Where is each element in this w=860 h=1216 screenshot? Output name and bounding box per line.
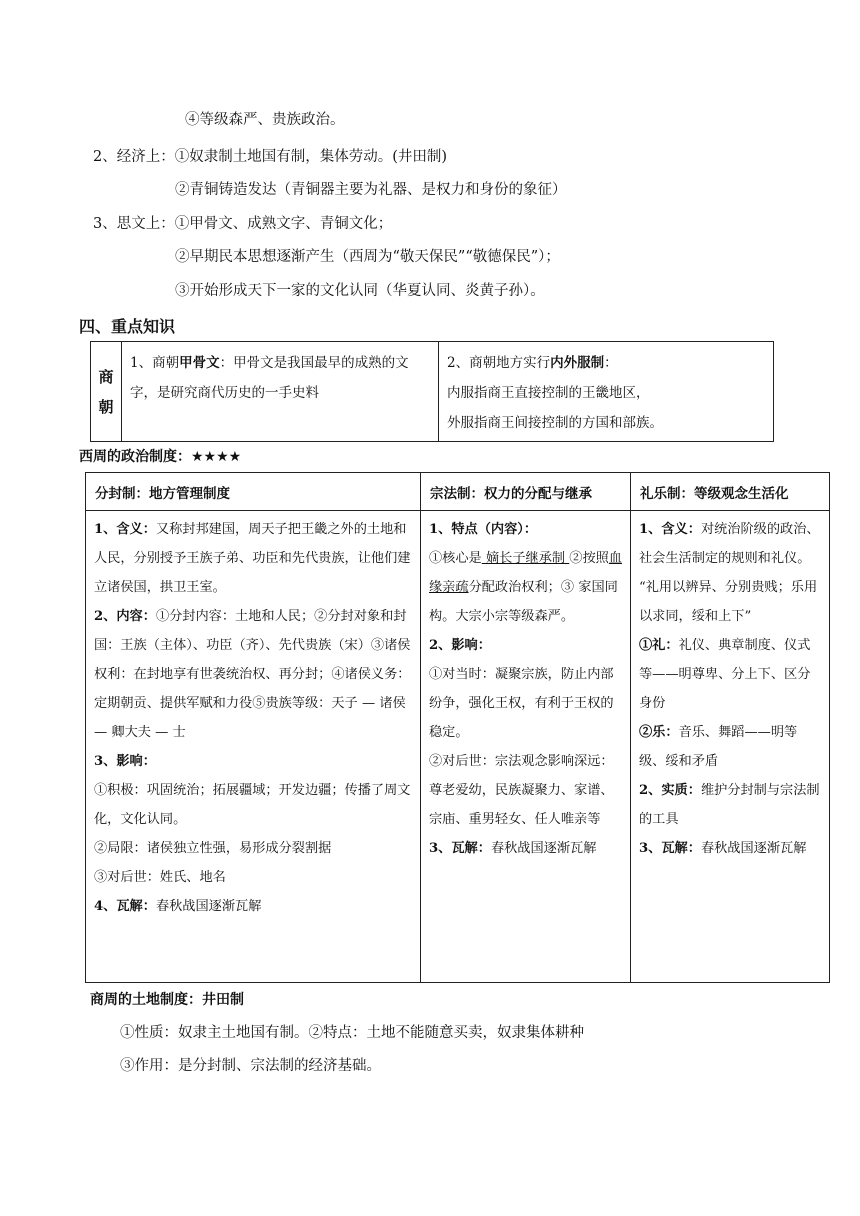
text-bold: 内外服制 (550, 355, 605, 371)
text: 内服指商王直接控制的王畿地区， (447, 385, 650, 401)
text: 2、商朝地方实行 (447, 355, 551, 371)
text-line: ②青铜铸造发达（青铜器主要为礼器、是权力和身份的象征） (175, 182, 567, 198)
text-bold: 1、含义： (94, 522, 156, 537)
land-title: 商周的土地制度：井田制 (90, 992, 244, 1008)
header-fenfeng: 分封制：地方管理制度 (86, 473, 421, 511)
text-line: ①性质：奴隶主土地国有制。②特点：土地不能随意买卖，奴隶集体耕种 (120, 1025, 584, 1041)
zhou-table (85, 472, 830, 983)
text: ②局限：诸侯独立性强，易形成分裂割据 (94, 841, 332, 856)
text-line: 2、经济上：①奴隶制土地国有制，集体劳动。(井田制) (93, 149, 448, 165)
text-bold: 2、实质： (639, 783, 701, 798)
col-fenfeng (86, 511, 421, 982)
text-line: ③作用：是分封制、宗法制的经济基础。 (120, 1058, 381, 1074)
text: ①积极：巩固统治；拓展疆域；开发边疆；传播了周文化，文化认同。 (94, 783, 411, 827)
text: ①分封内容：土地和人民；②分封对象和封国：王族（主体）、功臣（齐）、先代贵族（宋）③诸侯权利：在封地享有世袭统治权、再分封；④诸侯义务：定期朝贡、提供军赋和力役⑤贵族等级：天子 — 诸侯 — 卿大夫 — 士 (94, 609, 411, 740)
text-bold: ②乐： (639, 725, 679, 740)
text-bold: 甲骨文 (179, 355, 220, 371)
text: 春秋战国逐渐瓦解 (700, 841, 807, 856)
text-bold: 1、特点（内容）： (429, 522, 538, 537)
shang-oracle-cell (122, 342, 439, 441)
text-line: ②早期民本思想逐渐产生（西周为“敬天保民”“敬德保民”）； (175, 249, 560, 265)
text-bold: 2、影响： (429, 638, 491, 653)
text: 又称封邦建国，周天子把王畿之外的土地和人民，分别授予王族子弟、功臣和先代贵族，让他们建立诸侯国，拱卫王室。 (94, 522, 411, 595)
text: 分配政治权利；③ 家国同构。大宗小宗等级森严。 (429, 580, 618, 624)
text-bold: 2、内容： (94, 609, 156, 624)
text: 春秋战国逐渐瓦解 (155, 899, 262, 914)
text: ①对当时：凝聚宗族，防止内部纷争，强化王权，有利于王权的稳定。 (429, 667, 614, 740)
text: ①核心是 (429, 551, 482, 566)
col-zongfa (421, 511, 631, 982)
text: ②按照 (569, 551, 609, 566)
shang-label-1: 商 (98, 367, 114, 386)
shang-label (91, 342, 122, 441)
header-liyue: 礼乐制：等级观念生活化 (631, 473, 829, 511)
text: 礼仪、典章制度、仪式等——明尊卑、分上下、区分身份 (639, 638, 811, 711)
text: 对统治阶级的政治、社会生活制定的规则和礼仪。 (639, 522, 820, 566)
col-liyue (631, 511, 829, 982)
text: 维护分封制与宗法制的工具 (639, 783, 820, 827)
text: “礼用以辨异、分别贵贱；乐用以求同，绥和上下” (639, 580, 818, 624)
text-bold: 3、影响： (94, 754, 156, 769)
shang-table (90, 341, 774, 442)
text: ②对后世：宗法观念影响深远：尊老爱幼，民族凝聚力、家谱、宗庙、重男轻女、任人唯亲等 (429, 754, 614, 827)
text-bold: 3、瓦解： (429, 841, 491, 856)
text-line: ③开始形成天下一家的文化认同（华夏认同、炎黄子孙）。 (175, 283, 545, 299)
text-underlined: 血缘亲疏 (429, 551, 623, 595)
text: 1、商朝 (130, 355, 180, 371)
text: 外服指商王间接控制的方国和部族。 (447, 415, 663, 431)
text-line: 3、思文上：①甲骨文、成熟文字、青铜文化； (93, 216, 393, 232)
text-bold: 4、瓦解： (94, 899, 156, 914)
text: 音乐、舞蹈——明等级、绥和矛盾 (639, 725, 798, 769)
text-bold: 1、含义： (639, 522, 701, 537)
section-title: 四、重点知识 (79, 317, 176, 336)
text-line: ④等级森严、贵族政治。 (185, 112, 345, 128)
shang-label-2: 朝 (98, 397, 114, 416)
zhou-title: 西周的政治制度：★★★★ (79, 449, 242, 465)
text: 春秋战国逐渐瓦解 (490, 841, 597, 856)
text: ③对后世：姓氏、地名 (94, 870, 226, 885)
text-bold: ①礼： (639, 638, 679, 653)
text-bold: 3、瓦解： (639, 841, 701, 856)
text: ： (604, 355, 618, 371)
header-zongfa: 宗法制：权力的分配与继承 (421, 473, 631, 511)
shang-neiwaifu-cell (439, 342, 773, 441)
text: ：甲骨文是我国最早的成熟的文字，是研究商代历史的一手史料 (130, 355, 409, 401)
text-underlined: 嫡长子继承制 (481, 551, 570, 566)
